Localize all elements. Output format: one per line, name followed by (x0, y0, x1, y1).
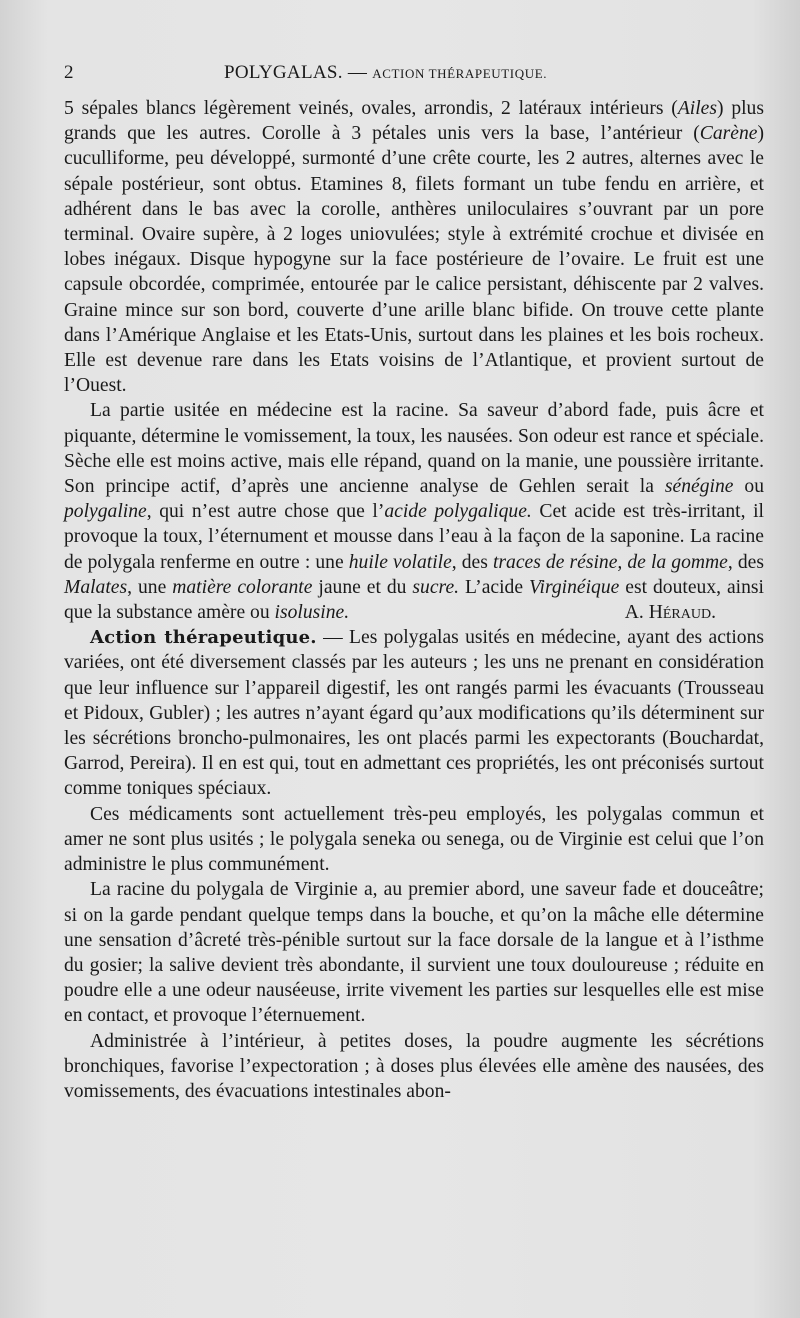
text-run: ) cuculliforme, peu développé, surmonté d’une crête courte, les 2 autres, alternes avec le sépale postérieur, sont obtus. Etamines 8, filets formant un tube fendu en arrière, et adhérent dans le bas avec la corolle, anthères uniloculaires s’ouvrant par un pore terminal. Ovaire supère, à 2 loges uniovulées; style à extrémité crochue et divisée en lobes inégaux. Disque hypogyne sur la face postérieure de l’ovaire. Le fruit est une capsule obcordée, comprimée, entourée par le calice persistant, déhiscente par 2 valves. Graine mince sur son bord, couverte d’une arille blanc bifide. On trouve cette plante dans l’Amérique Anglaise et les Etats-Unis, surtout dans les plaines et les bois rocheux. Elle est devenue rare dans les Etats voisins de l’Atlantique, et provient surtout de l’Ouest. (64, 123, 764, 397)
author-signature: A. Héraud. (624, 602, 716, 624)
text-run: La partie usitée en médecine est la racine. Sa saveur d’abord fade, puis âcre et piquante, détermine le vomissement, la toux, les nausées. Son odeur est rance et spéciale. Sèche elle est moins active, mais elle répand, quand on la manie, une poussière irritante. Son principe actif, d’après une ancienne analyse de Gehlen serait la (64, 400, 764, 498)
italic-term: matière colorante (172, 576, 313, 598)
text-run: — Les polygalas usités en médecine, ayant des actions variées, ont été diversement classés par les auteurs ; les uns ne prenant en considération que leur influence sur l’appareil digestif, les ont rangés parmi les évacuants (Trousseau et Pidoux, Gubler) ; les autres n’ayant égard qu’aux modifications qu’ils déterminent sur les sécrétions broncho-pulmonaires, les ont placés parmi les expectorants (Bouchardat, Garrod, Pereira). Il en est qui, tout en admettant ces propriétés, les ont préconisés surtout comme toniques spéciaux. (64, 627, 765, 800)
italic-term: Ailes (677, 98, 717, 119)
running-title-main: POLYGALAS. (224, 62, 343, 83)
running-title-dash: — (347, 62, 368, 83)
text-run: , des (451, 551, 493, 573)
italic-term: sucre. (412, 576, 460, 598)
italic-term: Virginéique (529, 576, 620, 598)
italic-term: polygaline (64, 501, 147, 523)
italic-term: isolusine. (274, 602, 350, 624)
text-run: ou (733, 476, 765, 498)
text-run: Cet acide est très-irritant, il provoque la toux, l’éternument et mousse dans l’eau à la façon de la saponine. La racine de polygala renferme en outre : une (64, 501, 765, 573)
text-run: L’acide (459, 576, 529, 598)
text-run: ) plus grands que les autres. Corolle à 3 pétales unis vers la base, l’antérieur ( (64, 98, 764, 145)
text-run: jaune et du (312, 576, 413, 598)
paragraph-therapeutic-action (64, 625, 764, 801)
text-run: Administrée à l’intérieur, à petites doses, la poudre augmente les sécrétions bronchiques, favorise l’expectoration ; à doses plus élevées elle amène des nausées, des vomissements, des évacuations intestinales abon- (64, 1030, 764, 1102)
running-head (64, 62, 764, 88)
italic-term: traces de résine, de la gomme (492, 551, 728, 573)
text-run: Ces médicaments sont actuellement très-peu employés, les polygalas commun et amer ne sont plus usités ; le polygala seneka ou senega, ou de Virginie est celui que l’on administre le plus communément. (64, 803, 764, 876)
italic-term: Malates (64, 576, 128, 598)
page-number: 2 (64, 62, 74, 83)
text-run: est douteux, ainsi que la substance amère ou (64, 576, 764, 624)
paragraph-root-taste (64, 877, 764, 1028)
text-run: La racine du polygala de Virginie a, au premier abord, une saveur fade et douceâtre; si on la garde pendant quelque temps dans la bouche, et qu’on la mâche elle détermine une sensation d’âcreté très-pénible surtout sur la face dorsale de la langue et à l’isthme du gosier; la salive devient très abondante, il survient une toux douloureuse ; réduite en poudre elle a une odeur nauséeuse, irrite vivement les parties sur lesquelles elle est mise en contact, et provoque l’éternuement. (64, 879, 764, 1027)
text-run: , une (127, 576, 173, 598)
section-heading: Action thérapeutique. (90, 627, 317, 649)
paragraph-usage (64, 802, 764, 878)
italic-term: huile volatile (348, 551, 452, 573)
paragraph-used-part (64, 398, 764, 625)
italic-term: Carène (699, 123, 758, 145)
running-title (224, 62, 547, 84)
italic-term: acide polygalique. (384, 501, 532, 523)
paragraph-administration (64, 1029, 764, 1105)
body-text (64, 96, 764, 1104)
italic-term: sénégine (664, 476, 734, 498)
running-title-section: ACTION THÉRAPEUTIQUE. (372, 66, 548, 81)
paragraph-description (64, 96, 764, 398)
text-run: , qui n’est autre chose que l’ (146, 501, 385, 523)
text-run: 5 sépales blancs légèrement veinés, ovales, arrondis, 2 latéraux intérieurs ( (64, 98, 678, 119)
text-run: , des (727, 551, 764, 573)
